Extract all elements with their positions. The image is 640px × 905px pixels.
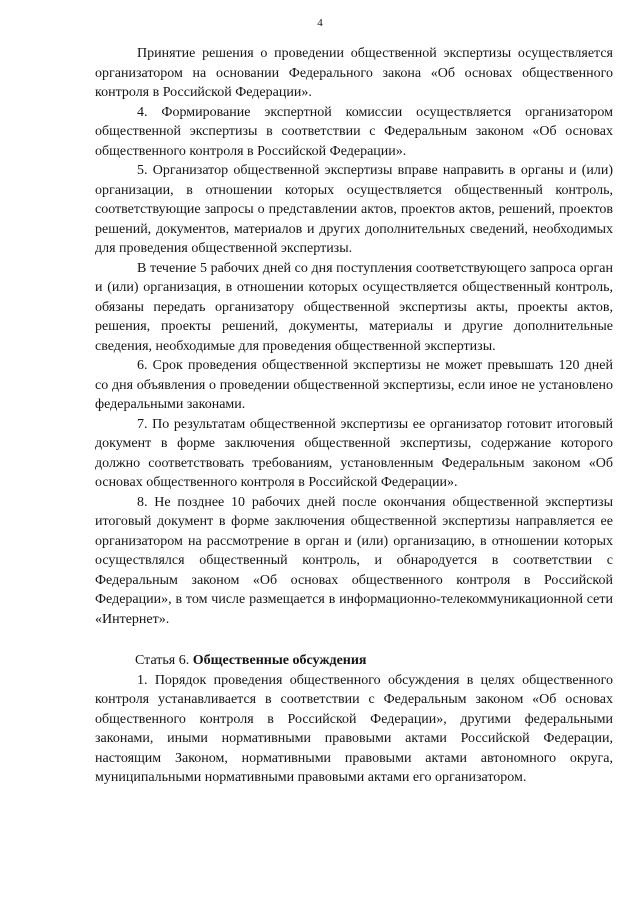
article-heading	[135, 651, 613, 671]
paragraph-4-commission: 4. Формирование экспертной комиссии осуществляется организатором общественной экспертизы в соответствии с Федеральным законом «Об основах общественного контроля в Российской Федерации».	[95, 104, 613, 159]
paragraph-5-deadline: В течение 5 рабочих дней со дня поступления соответствующего запроса орган и (или) организация, в отношении которых осуществляется общественный контроль, обязаны передать организатору общественной экспертизы акты, проекты актов, решения, проекты решений, документы, материалы и другие дополнительные сведения, необходимые для проведения общественной экспертизы.	[95, 260, 613, 354]
paragraph-7-results: 7. По результатам общественной экспертизы ее организатор готовит итоговый документ в форме заключения общественной экспертизы, содержание которого должно соответствовать требованиям, установленным Федеральным законом «Об основах общественного контроля в Российской Федерации».	[95, 416, 613, 490]
paragraph-decision: Принятие решения о проведении общественной экспертизы осуществляется организатором на основании Федерального закона «Об основах общественного контроля в Российской Федерации».	[95, 46, 613, 100]
article-prefix: Статья 6.	[135, 653, 193, 668]
document-body	[95, 44, 613, 788]
paragraph-8-publication: 8. Не позднее 10 рабочих дней после окончания общественной экспертизы итоговый документ в форме заключения общественной экспертизы направляется ее организатором на рассмотрение в орган и (или) организацию, в отношении которых осуществлялся общественный контроль, и обнародуется в соответствии с Федеральным законом «Об основах общественного контроля в Российской Федерации», в том числе размещается в информационно-телекоммуникационной сети «Интернет».	[95, 494, 613, 627]
paragraph-5-requests: 5. Организатор общественной экспертизы вправе направить в органы и (или) организации, в отношении которых осуществляется общественный контроль, соответствующие запросы о представлении актов, проектов актов, решений, проектов решений, документов, материалов и других дополнительных сведений, необходимых для проведения общественной экспертизы.	[95, 163, 613, 256]
page-number: 4	[317, 17, 323, 29]
paragraph-6-term: 6. Срок проведения общественной экспертизы не может превышать 120 дней со дня объявления о проведении общественной экспертизы, если иное не установлено федеральными законами.	[95, 358, 613, 412]
article-title: Общественные обсуждения	[192, 653, 367, 668]
article-paragraph-1: 1. Порядок проведения общественного обсуждения в целях общественного контроля устанавливается в соответствии с Федеральным законом «Об основах общественного контроля в Российской Федерации», другими федеральными законами, иными нормативными правовыми актами Российской Федерации, настоящим Законом, нормативными правовыми актами автономного округа, муниципальными нормативными правовыми актами его организатором.	[95, 672, 613, 785]
